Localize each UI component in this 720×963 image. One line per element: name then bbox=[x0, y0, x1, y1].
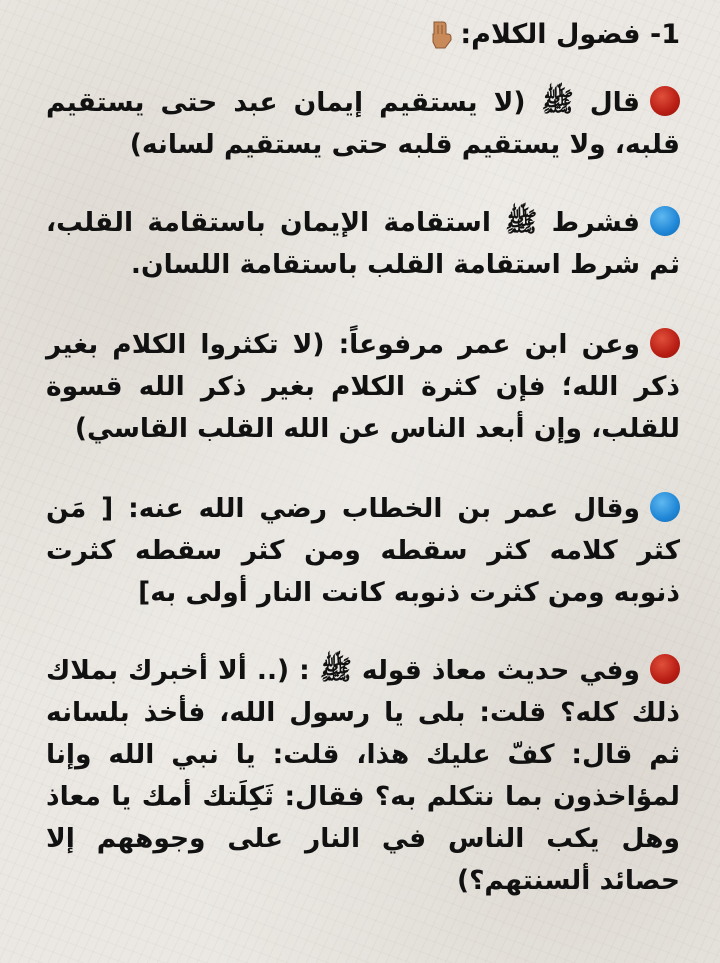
heading-text: 1- فضول الكلام: bbox=[460, 19, 680, 50]
paragraph-3-text: وعن ابن عمر مرفوعاً: (لا تكثروا الكلام بغير ذكر الله؛ فإن كثرة الكلام بغير ذكر الله قسوة للقلب، وإن أبعد الناس عن الله القلب القاسي) bbox=[46, 329, 680, 444]
section-heading bbox=[46, 10, 680, 60]
paragraph-4-text: وقال عمر بن الخطاب رضي الله عنه: [ مَن كثر كلامه كثر سقطه ومن كثر سقطه كثرت ذنوبه ومن كثرت ذنوبه كانت النار أولى به] bbox=[46, 493, 680, 608]
paragraph-3 bbox=[46, 324, 680, 450]
paragraph-2-text: فشرط ﷺ استقامة الإيمان باستقامة القلب، ثم شرط استقامة القلب باستقامة اللسان. bbox=[46, 207, 680, 280]
blue-circle-icon bbox=[650, 492, 680, 522]
pointing-down-hand-icon bbox=[428, 20, 454, 50]
paragraph-5 bbox=[46, 650, 680, 902]
red-circle-icon bbox=[650, 328, 680, 358]
paragraph-2 bbox=[46, 202, 680, 286]
red-circle-icon bbox=[650, 654, 680, 684]
paragraph-5-text: وفي حديث معاذ قوله ﷺ : (.. ألا أخبرك بملاك ذلك كله؟ قلت: بلى يا رسول الله، فأخذ بلسانه ثم قال: كفّ عليك هذا، قلت: يا نبي الله وإنا لمؤاخذون بما نتكلم به؟ فقال: ثَكِلَتك أمك يا معاذ وهل يكب الناس في النار على وجوههم إلا حصائد ألسنتهم؟) bbox=[46, 655, 680, 896]
blue-circle-icon bbox=[650, 206, 680, 236]
paragraph-1-text: قال ﷺ (لا يستقيم إيمان عبد حتى يستقيم قلبه، ولا يستقيم قلبه حتى يستقيم لسانه) bbox=[46, 87, 680, 160]
paragraph-4 bbox=[46, 488, 680, 614]
red-circle-icon bbox=[650, 86, 680, 116]
document-content bbox=[46, 10, 680, 902]
paragraph-1 bbox=[46, 82, 680, 166]
